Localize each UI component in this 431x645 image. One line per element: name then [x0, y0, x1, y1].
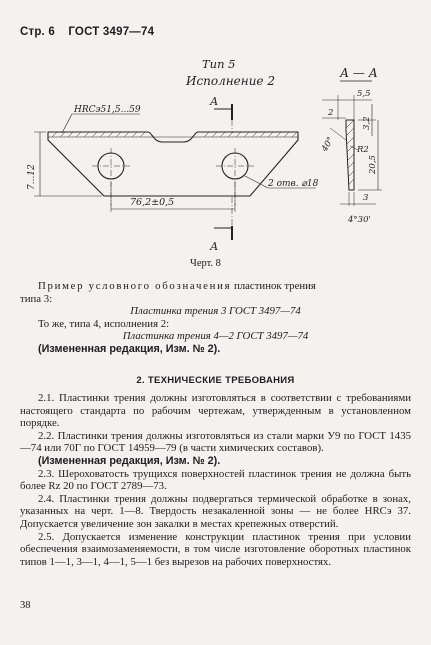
example-intro-line2: типа 3: — [20, 292, 53, 305]
dim-20-5: 20,5 — [368, 155, 378, 174]
example-same-line: То же, типа 4, исполнения 2: — [38, 317, 170, 330]
height-dimension: 7...12 — [27, 164, 37, 190]
revised-note-2: (Измененная редакция, Изм. № 2). — [38, 454, 221, 467]
technical-drawing — [0, 48, 431, 270]
type-label: Тип 5 — [202, 57, 236, 71]
header-gost: ГОСТ 3497—74 — [68, 26, 155, 38]
page-number: 38 — [20, 600, 31, 611]
designation-2: Пластинка трения 4—2 ГОСТ 3497—74 — [122, 330, 309, 343]
dim-2: 2 — [328, 108, 334, 118]
paragraph-2-1: 2.1. Пластинки трения должны изготовляться в соответствии с требованиями настоящего стандарта по рабочим чертежам, утвержденным в установленном порядке. — [20, 392, 411, 430]
dim-3-2: 3,2 — [362, 116, 372, 130]
paragraph-2-5: 2.5. Допускается изменение конструкции пластинок трения при условии обеспечения взаимозаменяемости, в том числе изготовление оборотных пластинок типов 1—1, 3—1, 4—1, 5—1 без вырезов на рабочих поверхностях. — [20, 530, 411, 568]
section-label: А — А — [340, 66, 378, 80]
cut-mark-bottom: А — [210, 240, 219, 253]
revised-note-1: (Измененная редакция, Изм. № 2). — [38, 342, 221, 355]
holes-label: 2 отв. ⌀18 — [268, 179, 319, 189]
example-intro-rest: пластинок трения — [233, 280, 316, 292]
example-intro-spaced: Пример условного обозначения — [38, 280, 232, 292]
dim-r2: R2 — [357, 145, 369, 155]
designation-1: Пластинка трения 3 ГОСТ 3497—74 — [130, 305, 301, 318]
dim-3: 3 — [363, 193, 369, 203]
requirements-block — [20, 392, 411, 568]
version-label: Исполнение 2 — [186, 74, 275, 88]
paragraph-2-4: 2.4. Пластинки трения должны подвергаться термической обработке в зонах, указанных на черт. 1—8. Твердость незакаленной зоны — не более HRCэ 37. Допускается увеличение зон закалки в местах крепежных отверстий. — [20, 492, 411, 530]
length-dimension: 76,2±0,5 — [130, 197, 175, 208]
dim-40: 40° — [319, 135, 337, 154]
hardness-label: HRCэ51,5...59 — [74, 105, 141, 115]
page-header — [20, 26, 154, 38]
header-page-number: Стр. 6 — [20, 26, 55, 38]
figure-caption: Черт. 8 — [190, 258, 221, 269]
example-block — [20, 280, 411, 356]
section-title: 2. ТЕХНИЧЕСКИЕ ТРЕБОВАНИЯ — [136, 375, 295, 386]
paragraph-2-3: 2.3. Шероховатость трущихся поверхностей пластинок трения не должна быть более Rz 20 по ГОСТ 2789—73. — [20, 467, 411, 493]
paragraph-2-2: 2.2. Пластинки трения должны изготовляться из стали марки У9 по ГОСТ 1435—74 или 70Г по ГОСТ 14959—79 (в части химических составов). — [20, 429, 411, 455]
dim-5-5: 5,5 — [357, 89, 371, 99]
cut-mark-top: А — [210, 95, 219, 108]
dim-4-30: 4°30' — [348, 215, 371, 225]
